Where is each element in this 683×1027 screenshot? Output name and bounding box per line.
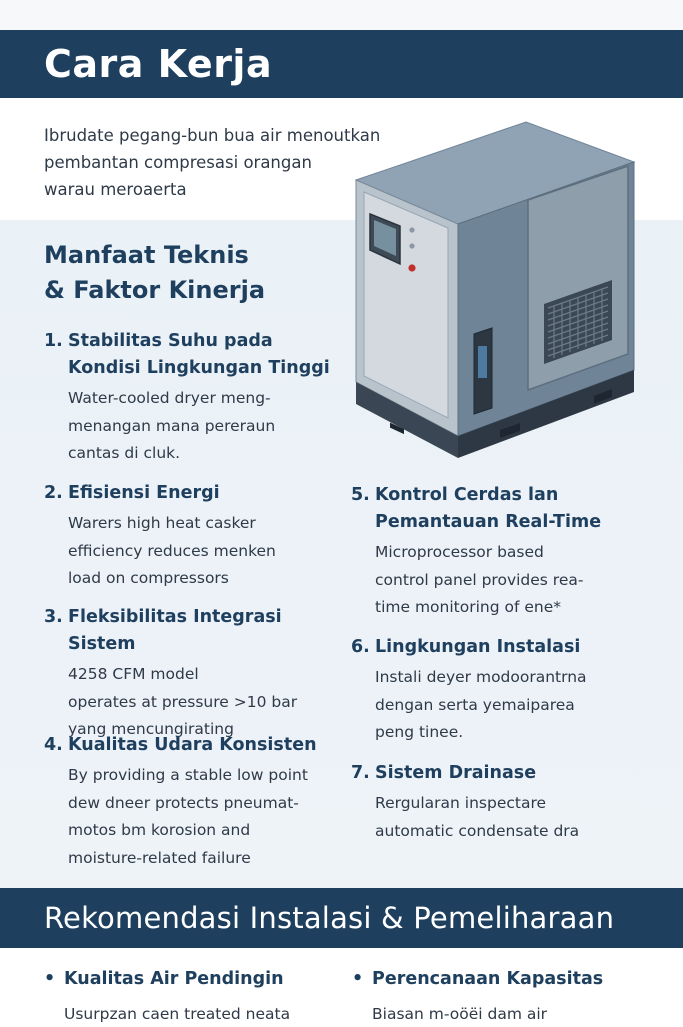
benefit-title	[44, 732, 344, 759]
benefit-body-line: load on compressors	[68, 569, 229, 587]
benefit-body-line: operates at pressure >10 bar	[68, 692, 298, 711]
benefit-title	[351, 760, 651, 787]
benefit-body-line: dengan serta yemaiparea	[375, 695, 575, 714]
benefit-title	[351, 482, 651, 536]
benefit-title	[351, 634, 651, 661]
recommendation-title	[44, 966, 344, 993]
gauge-indicator	[478, 346, 487, 378]
benefit-body-line: menangan mana pereraun	[68, 416, 276, 435]
bullet-icon: •	[352, 969, 364, 989]
benefit-item-1	[44, 328, 344, 468]
intro-line: Ibrudate pegang-bun bua air menoutkan	[44, 126, 381, 145]
recommendation-title-text: Kualitas Air Pendingin	[64, 969, 284, 989]
recommendation-title	[352, 966, 652, 993]
benefit-title-line: Efisiensi Energi	[68, 483, 220, 503]
benefit-body-line: 4258 CFM model	[68, 665, 199, 683]
benefit-title	[44, 328, 344, 382]
control-button-icon	[409, 243, 414, 248]
benefit-body-line: motos bm korosion and	[68, 821, 251, 839]
benefit-body	[375, 539, 651, 622]
benefit-title-line: Lingkungan Instalasi	[375, 637, 581, 657]
benefit-number: 7.	[351, 763, 370, 783]
benefit-title	[44, 604, 344, 658]
benefit-body-line: efficiency reduces menken	[68, 541, 276, 560]
benefit-title-line: Pemantauan Real-Time	[375, 512, 602, 532]
benefit-body-line: Water-cooled dryer meng-	[68, 389, 271, 407]
benefit-body	[68, 385, 344, 468]
section-heading-line: Manfaat Teknis	[44, 241, 249, 269]
benefit-body-line: control panel provides rea-	[375, 570, 584, 589]
recommendation-item-2	[352, 966, 652, 1027]
benefit-body-line: Rergularan inspectare	[375, 794, 547, 812]
benefit-body-line: time monitoring of ene*	[375, 598, 561, 616]
benefit-number: 2.	[44, 483, 63, 503]
bullet-icon: •	[44, 969, 56, 989]
benefit-number: 1.	[44, 331, 63, 351]
benefit-number: 4.	[44, 735, 63, 755]
page-title-banner	[0, 30, 683, 98]
section-heading-line: & Faktor Kinerja	[44, 276, 266, 304]
section-heading	[44, 238, 344, 308]
benefit-body	[375, 664, 651, 747]
benefit-body-line: Instali deyer modoorantrna	[375, 668, 587, 686]
benefit-number: 3.	[44, 607, 63, 627]
benefit-item-3	[44, 604, 344, 744]
benefit-title-line: Sistem Drainase	[375, 763, 537, 783]
benefit-title-line: Kualitas Udara Konsisten	[68, 735, 317, 755]
intro-line: pembantan compresasi orangan	[44, 153, 312, 172]
recommendation-body: Biasan m-oöëi dam air	[372, 1005, 548, 1023]
benefit-body-line: cantas di cluk.	[68, 444, 181, 462]
benefit-body-line: Warers high heat casker	[68, 514, 256, 532]
benefit-item-2	[44, 480, 344, 593]
benefit-item-5	[351, 482, 651, 622]
benefit-body-line: peng tinee.	[375, 723, 464, 741]
benefit-body-line: yang mencungirating	[68, 720, 234, 738]
recommendation-item-1	[44, 966, 344, 1027]
recommendations-title: Rekomendasi Instalasi & Pemeliharaan	[44, 901, 615, 935]
intro-line: warau meroaerta	[44, 180, 187, 199]
benefit-body	[68, 762, 344, 872]
benefit-title-line: Stabilitas Suhu pada	[68, 331, 273, 351]
benefit-title-line: Fleksibilitas Integrasi Sistem	[68, 607, 282, 654]
benefit-body	[68, 510, 344, 593]
benefit-item-7	[351, 760, 651, 845]
benefit-number: 6.	[351, 637, 370, 657]
benefit-title-line: Kondisi Lingkungan Tinggi	[68, 358, 330, 378]
benefit-body-line: By providing a stable low point	[68, 766, 308, 784]
control-button-icon	[409, 227, 414, 232]
dryer-unit-illustration	[350, 118, 640, 463]
benefit-body-line: automatic condensate dra	[375, 821, 580, 840]
stop-button-icon	[408, 264, 415, 271]
benefit-item-4	[44, 732, 344, 872]
benefit-body-line: moisture-related failure	[68, 848, 251, 867]
benefit-title	[44, 480, 344, 507]
top-strip	[0, 0, 683, 30]
recommendations-banner	[0, 888, 683, 948]
benefit-body-line: dew dneer protects pneumat-	[68, 793, 299, 812]
recommendation-title-text: Perencanaan Kapasitas	[372, 969, 604, 989]
benefit-number: 5.	[351, 485, 370, 505]
dryer-side-door	[528, 166, 628, 390]
page-title: Cara Kerja	[44, 42, 273, 86]
benefit-body-line: Microprocessor based	[375, 543, 544, 561]
benefit-body	[375, 790, 651, 845]
benefit-item-6	[351, 634, 651, 747]
benefit-title-line: Kontrol Cerdas lan	[375, 485, 559, 505]
recommendation-body: Usurpzan caen treated neata	[64, 1005, 291, 1023]
